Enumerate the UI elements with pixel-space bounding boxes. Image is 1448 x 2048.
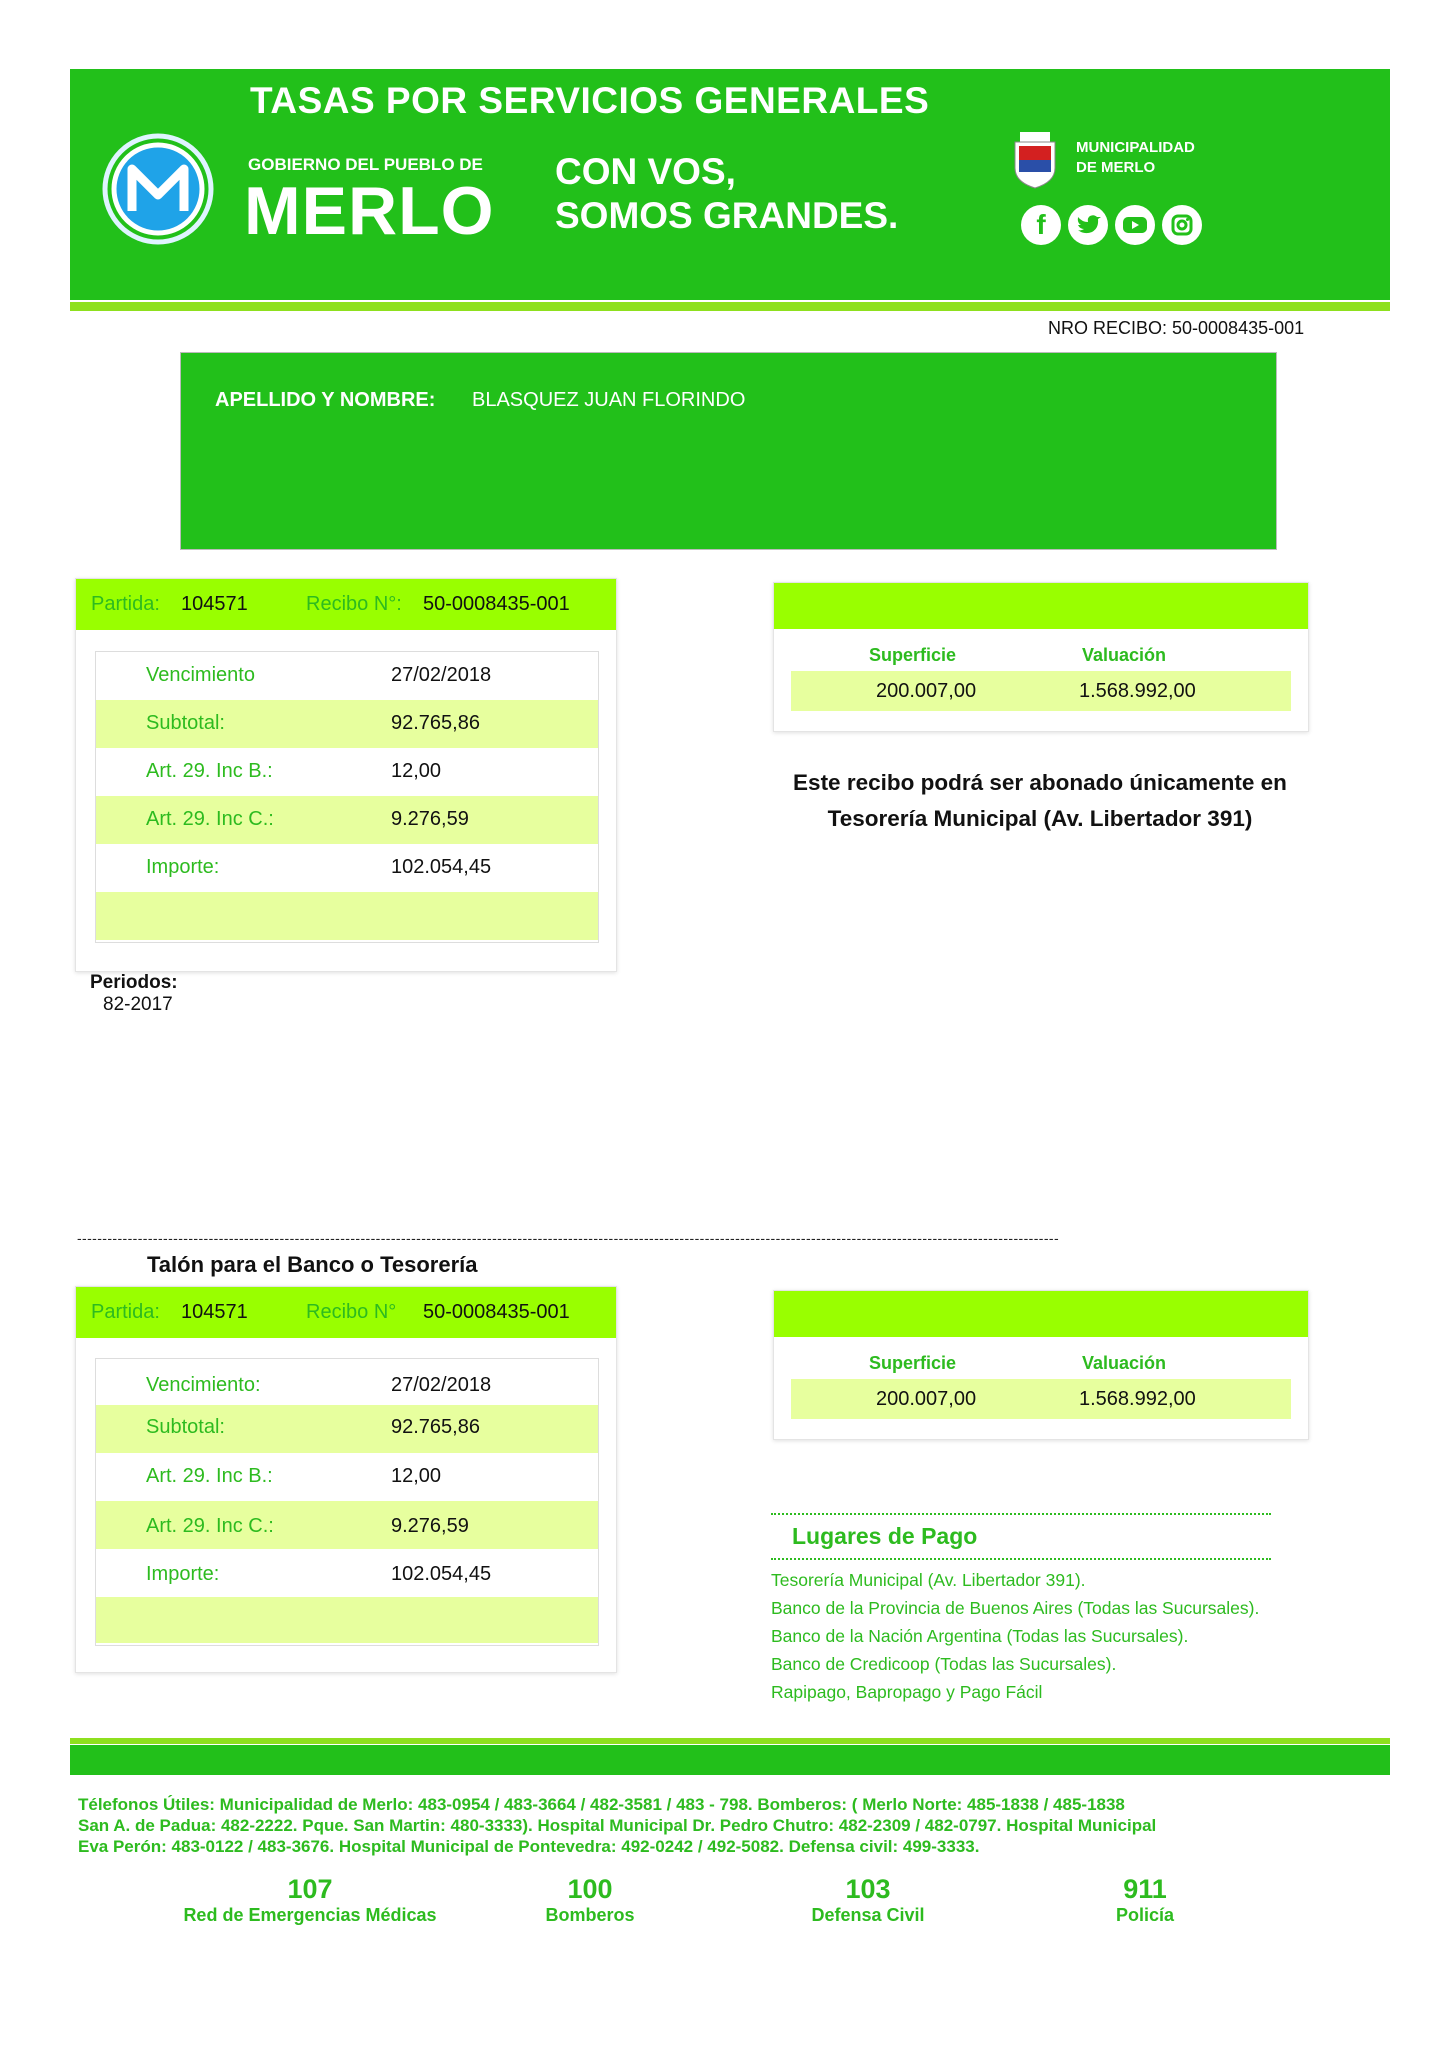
- row-value: 12,00: [391, 760, 442, 782]
- superficie-value: 200.007,00: [876, 680, 977, 702]
- superficie-label: Superficie: [869, 645, 957, 665]
- table-row: [96, 1549, 598, 1597]
- holder-value: BLASQUEZ JUAN FLORINDO: [472, 389, 746, 411]
- row-value: 102.054,45: [391, 1563, 492, 1585]
- cut-line: --------------------------------------------------------------------------------------------------------------------------------------------------------------------------------------------------: [77, 1230, 1060, 1246]
- phones-line-1: Télefonos Útiles: Municipalidad de Merlo: 483-0954 / 483-3664 / 482-3581 / 483 - 798. Bomberos: ( Merlo Norte: 485-1838 / 485-1838: [78, 1795, 1125, 1814]
- emergency-label: Policía: [1115, 1905, 1175, 1925]
- recibo-label: Recibo N°: [306, 1301, 397, 1323]
- list-item: Banco de Credicoop (Todas las Sucursales).: [771, 1654, 1117, 1674]
- property-card: [773, 582, 1309, 732]
- useful-phones: [78, 1794, 1398, 1857]
- table-row: [96, 844, 598, 892]
- periods-label: Periodos:: [90, 972, 178, 993]
- instagram-icon[interactable]: [1162, 205, 1202, 245]
- header-accent-line: [70, 302, 1390, 311]
- talon-card-header: [76, 1287, 616, 1338]
- emergency-label: Red de Emergencias Médicas: [183, 1905, 437, 1925]
- dotted-divider: [771, 1513, 1271, 1515]
- valuacion-label: Valuación: [1082, 1353, 1167, 1373]
- notice-line-2: Tesorería Municipal (Av. Libertador 391): [827, 806, 1253, 831]
- row-value: 27/02/2018: [391, 664, 492, 686]
- row-label: Art. 29. Inc C.:: [146, 1515, 274, 1537]
- footer-bar: [70, 1745, 1390, 1775]
- receipt-card-header: [76, 579, 616, 630]
- municipality-line-2: DE MERLO: [1076, 159, 1156, 176]
- holder-label: APELLIDO Y NOMBRE:: [215, 389, 436, 411]
- row-label: Importe:: [146, 856, 220, 878]
- row-value: 27/02/2018: [391, 1374, 492, 1396]
- city-name: MERLO: [244, 173, 495, 249]
- payment-places-title: Lugares de Pago: [792, 1523, 978, 1549]
- partida-label: Partida:: [91, 593, 160, 615]
- table-row: [96, 1359, 598, 1407]
- talon-property-card: [773, 1290, 1309, 1440]
- row-value: 9.276,59: [391, 1515, 469, 1537]
- list-item: Tesorería Municipal (Av. Libertador 391).: [771, 1570, 1086, 1590]
- row-label: Vencimiento: [146, 664, 255, 686]
- list-item: Rapipago, Bapropago y Pago Fácil: [771, 1682, 1043, 1702]
- valuacion-value: 1.568.992,00: [1079, 1388, 1196, 1410]
- talon-property-values-row: [791, 1379, 1291, 1419]
- table-row: [96, 796, 598, 844]
- recibo-value: 50-0008435-001: [423, 593, 570, 615]
- phones-line-3: Eva Perón: 483-0122 / 483-3676. Hospital Municipal de Pontevedra: 492-0242 / 492-5082. Defensa civil: 499-3333.: [78, 1837, 980, 1856]
- emergency-number: 103: [845, 1874, 891, 1904]
- row-value: 12,00: [391, 1465, 442, 1487]
- table-row-empty: [96, 1597, 598, 1643]
- dotted-divider: [771, 1558, 1271, 1560]
- emergency-label: Defensa Civil: [811, 1905, 925, 1925]
- receipt-card: [75, 578, 617, 972]
- emergency-firefighters: [460, 1874, 720, 1926]
- slogan: [555, 150, 898, 238]
- table-row: [96, 748, 598, 796]
- emergency-number: 100: [567, 1874, 613, 1904]
- notice-line-1: Este recibo podrá ser abonado únicamente en: [793, 770, 1287, 795]
- municipality-line-1: MUNICIPALIDAD: [1076, 139, 1195, 156]
- row-value: 92.765,86: [391, 1416, 480, 1438]
- row-label: Art. 29. Inc C.:: [146, 808, 274, 830]
- row-label: Vencimiento:: [146, 1374, 261, 1396]
- row-label: Art. 29. Inc B.:: [146, 1465, 273, 1487]
- municipality-name: [1076, 138, 1195, 178]
- slogan-line-1: CON VOS,: [555, 151, 736, 192]
- merlo-logo-icon: [102, 133, 214, 245]
- payment-notice: [750, 765, 1330, 837]
- table-row: [96, 652, 598, 700]
- youtube-icon[interactable]: [1115, 205, 1155, 245]
- footer-accent-line: [70, 1738, 1390, 1744]
- holder-box: [180, 352, 1277, 550]
- receipt-number: NRO RECIBO: 50-0008435-001: [1048, 318, 1305, 338]
- valuacion-label: Valuación: [1082, 645, 1167, 665]
- emergency-police: [1015, 1874, 1275, 1926]
- emergency-civil-defense: [738, 1874, 998, 1926]
- row-label: Subtotal:: [146, 1416, 225, 1438]
- row-label: Subtotal:: [146, 712, 225, 734]
- crest-icon: [1010, 130, 1060, 190]
- row-value: 92.765,86: [391, 712, 480, 734]
- emergency-number: 107: [287, 1874, 333, 1904]
- page-title: TASAS POR SERVICIOS GENERALES: [250, 80, 930, 121]
- twitter-icon[interactable]: [1068, 205, 1108, 245]
- talon-receipt-card: [75, 1286, 617, 1673]
- list-item: Banco de la Nación Argentina (Todas las Sucursales).: [771, 1626, 1189, 1646]
- talon-property-header: [774, 1291, 1308, 1337]
- recibo-label: Recibo N°:: [306, 593, 402, 615]
- row-value: 9.276,59: [391, 808, 469, 830]
- receipt-detail-table: [95, 651, 599, 943]
- gov-line: GOBIERNO DEL PUEBLO DE: [248, 155, 483, 174]
- property-values-row: [791, 671, 1291, 711]
- partida-label: Partida:: [91, 1301, 160, 1323]
- table-row: [96, 1501, 598, 1549]
- superficie-label: Superficie: [869, 1353, 957, 1373]
- table-row: [96, 700, 598, 748]
- valuacion-value: 1.568.992,00: [1079, 680, 1196, 702]
- facebook-icon[interactable]: f: [1021, 205, 1061, 245]
- row-value: 102.054,45: [391, 856, 492, 878]
- table-row: [96, 1405, 598, 1453]
- periods-value: 82-2017: [103, 994, 173, 1015]
- row-label: Art. 29. Inc B.:: [146, 760, 273, 782]
- table-row-empty: [96, 892, 598, 940]
- emergency-medical: [180, 1874, 440, 1926]
- list-item: Banco de la Provincia de Buenos Aires (Todas las Sucursales).: [771, 1598, 1260, 1618]
- talon-detail-table: [95, 1358, 599, 1646]
- emergency-label: Bomberos: [545, 1905, 635, 1925]
- recibo-value: 50-0008435-001: [423, 1301, 570, 1323]
- phones-line-2: San A. de Padua: 482-2222. Pque. San Martin: 480-3333). Hospital Municipal Dr. Pedro Chutro: 482-2309 / 482-0797. Hospital Municipal: [78, 1816, 1157, 1835]
- payment-places-list: [771, 1566, 1259, 1706]
- superficie-value: 200.007,00: [876, 1388, 977, 1410]
- partida-value: 104571: [181, 1301, 248, 1323]
- slogan-line-2: SOMOS GRANDES.: [555, 195, 899, 236]
- table-row: [96, 1453, 598, 1501]
- partida-value: 104571: [181, 593, 248, 615]
- property-card-header: [774, 583, 1308, 629]
- emergency-number: 911: [1123, 1874, 1167, 1904]
- talon-title: Talón para el Banco o Tesorería: [147, 1252, 478, 1277]
- row-label: Importe:: [146, 1563, 220, 1585]
